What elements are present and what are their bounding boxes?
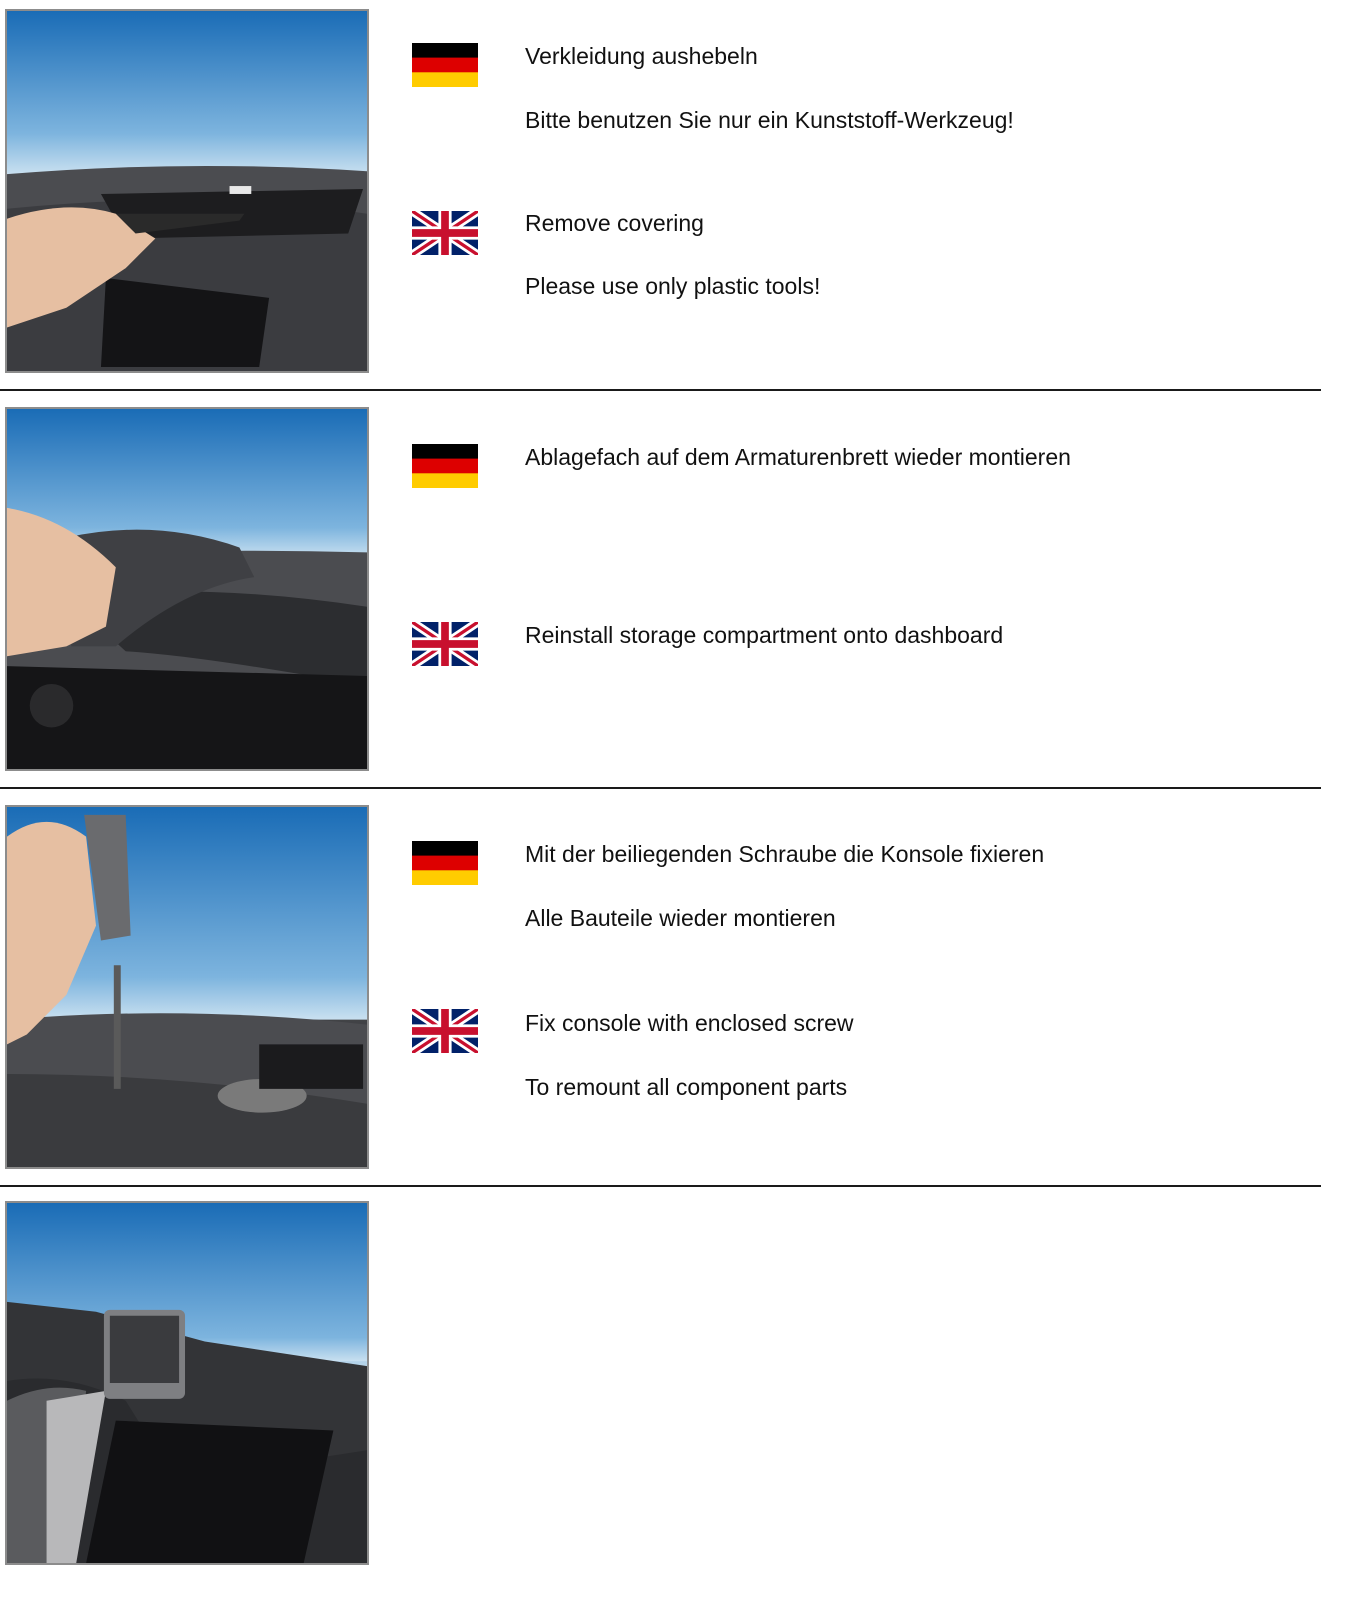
step-3-en-line2: To remount all component parts: [525, 1074, 848, 1100]
step-1-photo: [5, 9, 369, 373]
german-flag-icon: [412, 841, 478, 885]
step-1-de-line1: Verkleidung aushebeln: [525, 43, 758, 69]
step-4: [0, 1192, 1348, 1597]
uk-flag-icon: [412, 211, 478, 255]
german-flag-icon: [412, 43, 478, 87]
german-flag-icon: [412, 444, 478, 488]
uk-flag-icon: [412, 622, 478, 666]
step-2-photo: [5, 407, 369, 771]
step-1: [0, 0, 1348, 405]
step-1-en-line1: Remove covering: [525, 210, 704, 236]
uk-flag-icon: [412, 1009, 478, 1053]
step-2-de-line1: Ablagefach auf dem Armaturenbrett wieder montieren: [525, 444, 1071, 470]
step-1-de-line2: Bitte benutzen Sie nur ein Kunststoff-Werkzeug!: [525, 107, 1014, 133]
divider-1: [0, 389, 1321, 391]
divider-2: [0, 787, 1321, 789]
step-2-en-line1: Reinstall storage compartment onto dashboard: [525, 622, 1004, 648]
step-1-en-line2: Please use only plastic tools!: [525, 273, 821, 299]
step-3-photo: [5, 805, 369, 1169]
divider-3: [0, 1185, 1321, 1187]
step-2: [0, 398, 1348, 803]
step-3: [0, 796, 1348, 1201]
step-3-de-line1: Mit der beiliegenden Schraube die Konsole fixieren: [525, 841, 1045, 867]
step-3-en-line1: Fix console with enclosed screw: [525, 1010, 854, 1036]
step-4-photo: [5, 1201, 369, 1565]
step-3-de-line2: Alle Bauteile wieder montieren: [525, 905, 836, 931]
